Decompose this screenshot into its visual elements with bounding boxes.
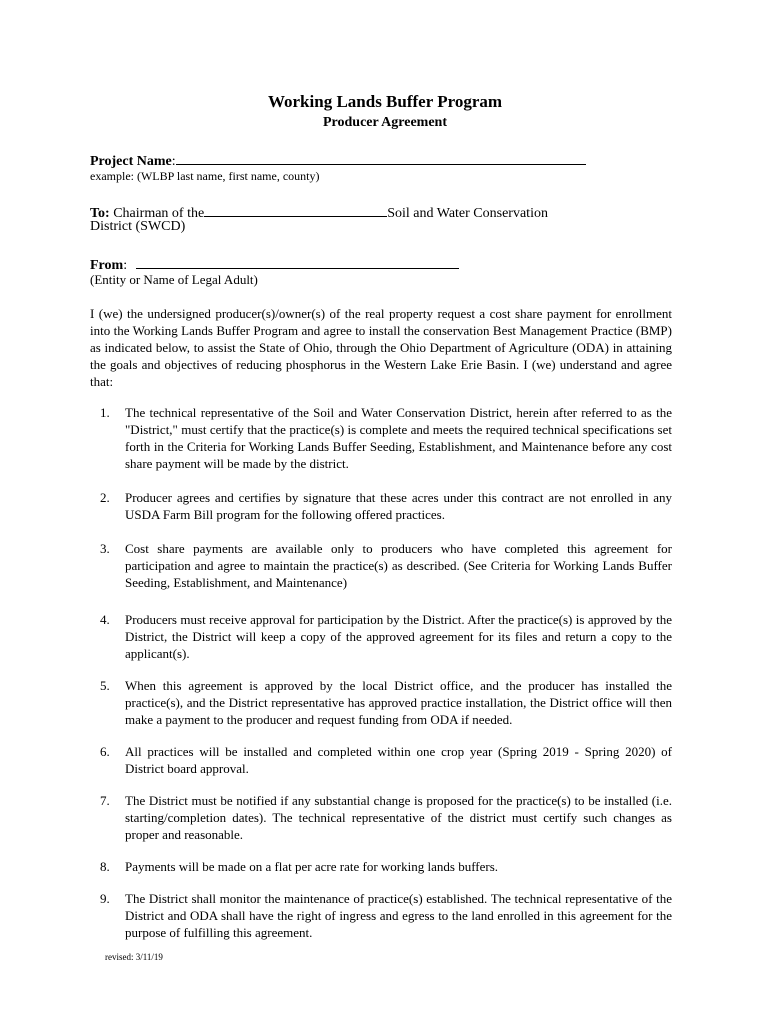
item-number: 7.	[100, 793, 110, 808]
revision-date: revised: 3/11/19	[105, 952, 163, 962]
item-text: Producer agrees and certifies by signature that these acres under this contract are not enrolled in any USDA Farm Bill program for the following offered practices.	[125, 490, 672, 522]
item-number: 8.	[100, 859, 110, 874]
from-blank[interactable]	[136, 254, 459, 269]
to-text-line2: District (SWCD)	[90, 219, 186, 234]
swcd-name-blank[interactable]	[204, 202, 387, 217]
list-item	[90, 611, 672, 662]
project-name-row	[90, 150, 586, 170]
to-text-after: Soil and Water Conservation	[387, 206, 548, 221]
project-name-blank[interactable]	[176, 150, 586, 165]
item-text: Producers must receive approval for participation by the District. After the practice(s) is approved by the District, the District will keep a copy of the approved agreement for its files and return a copy to the applicant(s).	[125, 612, 672, 661]
project-name-example: example: (WLBP last name, first name, county)	[90, 169, 320, 183]
from-hint: (Entity or Name of Legal Adult)	[90, 272, 258, 287]
item-text: The technical representative of the Soil and Water Conservation District, herein after referred to as the "District," must certify that the practice(s) is complete and meets the required technical specifications set forth in the Criteria for Working Lands Buffer Seeding, Establishment, and Maintenance before any cost share payment will be made by the district.	[125, 405, 672, 471]
item-number: 1.	[100, 405, 110, 420]
agreement-list	[90, 404, 672, 941]
list-item	[90, 489, 672, 523]
item-number: 4.	[100, 612, 110, 627]
intro-paragraph: I (we) the undersigned producer(s)/owner(s) of the real property request a cost share payment for enrollment into the Working Lands Buffer Program and agree to install the conservation Best Management Practice (BMP) as indicated below, to assist the State of Ohio, through the Ohio Department of Agriculture (ODA) in attaining the goals and objectives of reducing phosphorus in the Western Lake Erie Basin. I (we) understand and agree that:	[90, 306, 672, 389]
list-item	[90, 792, 672, 843]
list-item	[90, 743, 672, 777]
list-item	[90, 540, 672, 591]
item-text: All practices will be installed and completed within one crop year (Spring 2019 - Spring 2020) of District board approval.	[125, 744, 672, 776]
project-name-label: Project Name	[90, 154, 172, 169]
item-text: Payments will be made on a flat per acre rate for working lands buffers.	[125, 859, 499, 874]
item-text: Cost share payments are available only to producers who have completed this agreement for participation and agree to maintain the practice(s) as described. (See Criteria for Working Lands Buffer Seeding, Establishment, and Maintenance)	[125, 541, 672, 590]
from-colon: :	[123, 258, 128, 273]
from-label: From	[90, 258, 124, 273]
item-number: 3.	[100, 541, 110, 556]
to-text-before: Chairman of the	[109, 206, 205, 221]
item-number: 2.	[100, 490, 110, 505]
item-text: When this agreement is approved by the local District office, and the producer has installed the practice(s), and the District representative has approved practice installation, the District office will then make a payment to the producer and request funding from ODA if needed.	[125, 678, 672, 727]
document-title: Working Lands Buffer Program	[267, 92, 503, 111]
item-number: 9.	[100, 891, 110, 906]
project-name-colon: :	[171, 154, 176, 169]
item-text: The District must be notified if any substantial change is proposed for the practice(s) to be installed (i.e. starting/completion dates). The technical representative of the district must certify such changes as proper and reasonable.	[125, 793, 672, 842]
from-row	[90, 254, 459, 274]
list-item	[90, 858, 672, 875]
list-item	[90, 890, 672, 941]
list-item	[90, 404, 672, 472]
item-number: 5.	[100, 678, 110, 693]
item-number: 6.	[100, 744, 110, 759]
to-label: To:	[90, 206, 110, 221]
list-item	[90, 677, 672, 728]
document-subtitle: Producer Agreement	[322, 115, 448, 130]
item-text: The District shall monitor the maintenance of practice(s) established. The technical representative of the District and ODA shall have the right of ingress and egress to the land enrolled in this agreement for the purpose of fulfilling this agreement.	[125, 891, 672, 940]
